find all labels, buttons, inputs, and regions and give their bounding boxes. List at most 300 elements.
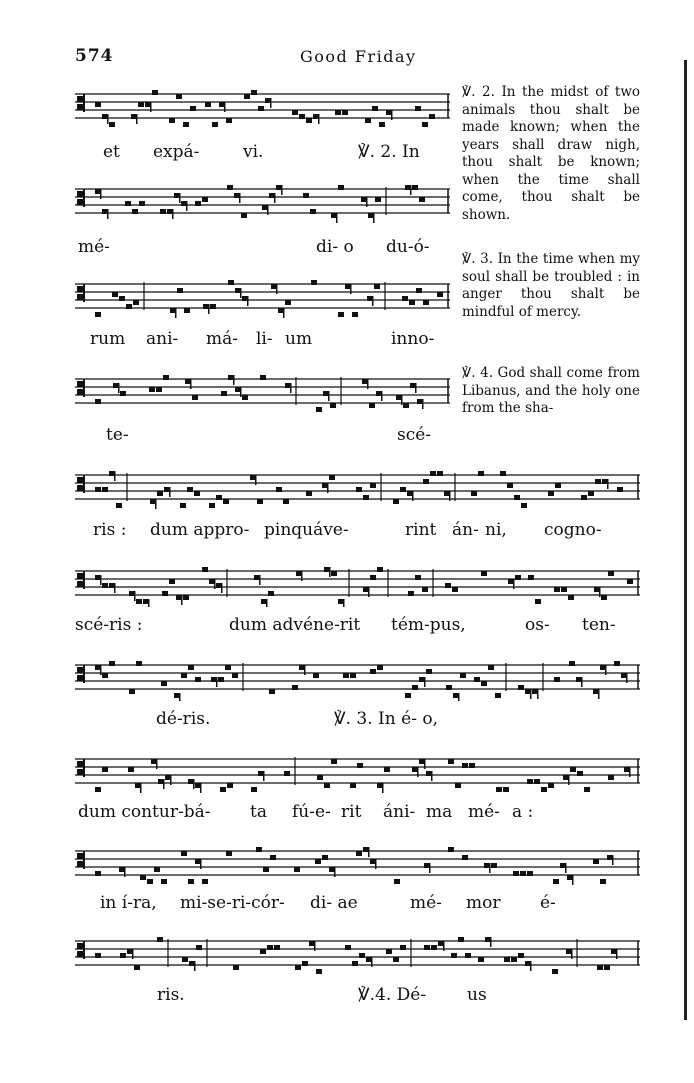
neume-stem xyxy=(290,383,292,393)
neume-note xyxy=(233,965,239,970)
neume-note xyxy=(109,122,115,127)
lyric-syllable: et xyxy=(103,142,120,162)
neume-note xyxy=(187,487,193,492)
neume-note xyxy=(157,491,163,496)
neume-note xyxy=(221,391,227,396)
neume-note xyxy=(445,583,451,588)
clef-mark xyxy=(83,284,85,302)
neume-note xyxy=(377,567,383,572)
neume-note xyxy=(133,300,139,305)
neume-note xyxy=(276,487,282,492)
neume-note xyxy=(437,292,443,297)
neume-note xyxy=(503,787,509,792)
neume-note xyxy=(306,491,312,496)
neume-stem xyxy=(412,491,414,501)
neume-stem xyxy=(240,288,242,298)
neume-note xyxy=(331,571,337,576)
clef-mark xyxy=(77,286,84,292)
neume-note xyxy=(181,673,187,678)
neume-note xyxy=(338,312,344,317)
neume-note xyxy=(256,847,262,852)
neume-note xyxy=(554,587,560,592)
neume-note xyxy=(316,407,322,412)
neume-stem xyxy=(301,571,303,581)
neume-stem xyxy=(382,783,384,793)
clef-mark xyxy=(77,485,84,491)
neume-note xyxy=(227,783,233,788)
neume-stem xyxy=(100,665,102,675)
neume-stem xyxy=(114,583,116,593)
neume-note xyxy=(518,685,524,690)
lyric-syllable: ma xyxy=(426,802,453,822)
neume-note xyxy=(426,669,432,674)
neume-stem xyxy=(417,767,419,777)
neume-note xyxy=(109,661,115,666)
clef-mark xyxy=(77,853,84,859)
neume-stem xyxy=(391,110,393,120)
neume-note xyxy=(527,871,533,876)
neume-note xyxy=(365,118,371,123)
neume-stem xyxy=(114,471,116,481)
lyric-syllable: dum appro- xyxy=(150,520,250,540)
neume-stem xyxy=(224,102,226,112)
neume-stem xyxy=(100,575,102,585)
neume-note xyxy=(384,767,390,772)
neume-note xyxy=(500,471,506,476)
page-edge xyxy=(684,60,687,1020)
neume-note xyxy=(102,767,108,772)
neume-stem xyxy=(136,114,138,124)
neume-note xyxy=(451,953,457,958)
neume-note xyxy=(140,875,146,880)
neume-note xyxy=(528,575,534,580)
neume-note xyxy=(202,879,208,884)
neume-stem xyxy=(489,863,491,873)
neume-note xyxy=(374,284,380,289)
neume-stem xyxy=(371,957,373,967)
lyric-syllable: inno- xyxy=(391,329,435,349)
neume-stem xyxy=(175,308,177,318)
neume-note xyxy=(403,403,409,408)
clef-mark xyxy=(83,571,85,589)
neume-note xyxy=(379,122,385,127)
neume-stem xyxy=(431,771,433,781)
lyric-syllable: in í-ra, xyxy=(100,893,157,913)
neume-note xyxy=(128,767,134,772)
neume-stem xyxy=(368,847,370,857)
staff-9 xyxy=(75,845,640,887)
neume-stem xyxy=(221,583,223,593)
page-number: 574 xyxy=(75,46,114,66)
neume-stem xyxy=(530,961,532,971)
clef-mark xyxy=(83,941,85,959)
lyric-syllable: vi. xyxy=(243,142,264,162)
neume-note xyxy=(306,118,312,123)
neume-stem xyxy=(443,941,445,951)
neume-note xyxy=(226,851,232,856)
neume-note xyxy=(147,879,153,884)
neume-note xyxy=(251,787,257,792)
neume-note xyxy=(437,471,443,476)
neume-note xyxy=(226,118,232,123)
neume-note xyxy=(244,94,250,99)
neume-stem xyxy=(118,383,120,393)
neume-note xyxy=(335,110,341,115)
lyric-syllable: áni- xyxy=(383,802,416,822)
neume-note xyxy=(402,296,408,301)
neume-note xyxy=(465,953,471,958)
neume-stem xyxy=(366,197,368,207)
neume-stem xyxy=(415,383,417,393)
lyric-syllable: é- xyxy=(540,893,556,913)
neume-note xyxy=(156,387,162,392)
clef-mark xyxy=(83,94,85,112)
neume-stem xyxy=(194,961,196,971)
lyric-syllable: rum xyxy=(90,329,126,349)
neume-stem xyxy=(216,677,218,687)
lyric-syllable: ℣. 2. In xyxy=(358,142,420,162)
neume-note xyxy=(514,495,520,500)
neume-note xyxy=(400,487,406,492)
clef-mark xyxy=(83,189,85,207)
lyric-syllable: ℣.4. Dé- xyxy=(358,985,427,1005)
neume-stem xyxy=(318,114,320,124)
neume-stem xyxy=(169,487,171,497)
neume-note xyxy=(190,106,196,111)
neume-stem xyxy=(599,587,601,597)
neume-note xyxy=(210,304,216,309)
neume-note xyxy=(283,499,289,504)
lyric-syllable: pinquáve- xyxy=(264,520,349,540)
neume-note xyxy=(268,591,274,596)
neume-stem xyxy=(276,284,278,294)
neume-stem xyxy=(568,775,570,785)
lyric-syllable: rint xyxy=(405,520,437,540)
lyric-syllable: scé-ris : xyxy=(75,615,143,635)
neume-stem xyxy=(401,395,403,405)
neume-note xyxy=(386,949,392,954)
neume-stem xyxy=(334,867,336,877)
neume-note xyxy=(129,689,135,694)
lyric-syllable: di- ae xyxy=(310,893,358,913)
neume-note xyxy=(202,567,208,572)
neume-stem xyxy=(240,387,242,397)
neume-stem xyxy=(429,863,431,873)
neume-note xyxy=(95,399,101,404)
neume-stem xyxy=(424,677,426,687)
neume-stem xyxy=(155,499,157,509)
lyric-syllable: a : xyxy=(512,802,534,822)
neume-note xyxy=(95,487,101,492)
neume-note xyxy=(152,90,158,95)
neume-note xyxy=(515,575,521,580)
neume-note xyxy=(163,375,169,380)
neume-note xyxy=(534,779,540,784)
neume-note xyxy=(415,575,421,580)
neume-note xyxy=(424,945,430,950)
neume-stem xyxy=(368,587,370,597)
neume-stem xyxy=(281,185,283,195)
neume-stem xyxy=(513,579,515,589)
neume-note xyxy=(350,673,356,678)
neume-note xyxy=(102,487,108,492)
neume-note xyxy=(423,300,429,305)
neume-note xyxy=(183,595,189,600)
clef-mark xyxy=(77,199,84,205)
neume-note xyxy=(511,957,517,962)
neume-stem xyxy=(458,693,460,701)
neume-stem xyxy=(150,102,152,112)
neume-note xyxy=(149,387,155,392)
neume-stem xyxy=(530,689,532,699)
neume-note xyxy=(116,503,122,508)
neume-note xyxy=(258,106,264,111)
neume-note xyxy=(394,879,400,884)
neume-note xyxy=(595,479,601,484)
neume-note xyxy=(120,391,126,396)
neume-note xyxy=(183,122,189,127)
neume-note xyxy=(431,945,437,950)
neume-note xyxy=(412,185,418,190)
lyric-syllable: ℣. 3. In é- o, xyxy=(334,709,438,729)
neume-note xyxy=(356,487,362,492)
lyric-syllable: expá- xyxy=(153,142,200,162)
lyric-syllable: te- xyxy=(106,425,129,445)
neume-note xyxy=(194,491,200,496)
neume-note xyxy=(95,871,101,876)
neume-note xyxy=(136,661,142,666)
neume-note xyxy=(370,483,376,488)
neume-note xyxy=(604,965,610,970)
neume-note xyxy=(220,787,226,792)
neume-stem xyxy=(598,689,600,699)
neume-note xyxy=(448,847,454,852)
neume-stem xyxy=(124,867,126,877)
lyric-syllable: di- o xyxy=(316,237,354,257)
neume-note xyxy=(460,673,466,678)
neume-note xyxy=(126,304,132,309)
neume-note xyxy=(95,953,101,958)
neume-note xyxy=(188,879,194,884)
neume-note xyxy=(608,775,614,780)
neume-note xyxy=(507,483,513,488)
neume-note xyxy=(400,945,406,950)
neume-note xyxy=(225,665,231,670)
neume-note xyxy=(555,483,561,488)
neume-note xyxy=(345,945,351,950)
neume-note xyxy=(260,375,266,380)
neume-stem xyxy=(208,304,210,314)
neume-note xyxy=(614,661,620,666)
lyric-syllable: ten- xyxy=(582,615,616,635)
neume-note xyxy=(548,491,554,496)
neume-note xyxy=(430,471,436,476)
neume-stem xyxy=(350,284,352,294)
lyric-syllable: scé- xyxy=(397,425,432,445)
neume-note xyxy=(263,867,269,872)
clef-mark xyxy=(83,851,85,869)
neume-stem xyxy=(179,193,181,203)
staff-5 xyxy=(75,469,640,511)
neume-stem xyxy=(172,209,174,219)
neume-note xyxy=(593,859,599,864)
lyric-syllable: dé-ris. xyxy=(156,709,211,729)
clef-mark xyxy=(77,294,84,300)
neume-note xyxy=(95,102,101,107)
neume-stem xyxy=(343,599,345,607)
neume-stem xyxy=(255,475,257,485)
neume-note xyxy=(120,953,126,958)
neume-stem xyxy=(449,491,451,501)
neume-note xyxy=(423,479,429,484)
translation-verse-3: ℣. 3. In the time when my soul shall be troubled : in anger thou shalt be mindful of mercy. xyxy=(462,251,640,320)
neume-note xyxy=(195,677,201,682)
lyric-syllable: tém-pus, xyxy=(391,615,466,635)
neume-stem xyxy=(247,296,249,306)
neume-stem xyxy=(132,949,134,959)
neume-note xyxy=(419,197,425,202)
neume-note xyxy=(95,312,101,317)
neume-stem xyxy=(107,209,109,219)
neume-note xyxy=(342,110,348,115)
neume-stem xyxy=(190,379,192,389)
neume-note xyxy=(216,495,222,500)
translation-verse-4: ℣. 4. God shall come from Libanus, and the holy one from the sha- xyxy=(462,365,640,416)
neume-note xyxy=(134,965,140,970)
neume-note xyxy=(350,783,356,788)
neume-note xyxy=(313,673,319,678)
clef-mark xyxy=(77,381,84,387)
neume-note xyxy=(496,787,502,792)
neume-stem xyxy=(134,591,136,601)
neume-note xyxy=(241,213,247,218)
neume-note xyxy=(299,114,305,119)
lyric-syllable: ani- xyxy=(146,329,179,349)
neume-note xyxy=(478,957,484,962)
neume-note xyxy=(422,122,428,127)
neume-note xyxy=(608,571,614,576)
neume-note xyxy=(195,201,201,206)
neume-note xyxy=(292,685,298,690)
neume-note xyxy=(202,197,208,202)
neume-note xyxy=(372,106,378,111)
neume-note xyxy=(601,595,607,600)
lyric-syllable: cogno- xyxy=(544,520,602,540)
neume-note xyxy=(212,122,218,127)
neume-note xyxy=(448,759,454,764)
lyric-syllable: li- xyxy=(256,329,273,349)
neume-note xyxy=(251,90,257,95)
neume-note xyxy=(359,953,365,958)
neume-note xyxy=(242,395,248,400)
lyric-syllable: án- xyxy=(452,520,479,540)
neume-note xyxy=(541,787,547,792)
neume-stem xyxy=(267,205,269,215)
neume-note xyxy=(315,859,321,864)
neume-note xyxy=(481,571,487,576)
neume-note xyxy=(303,193,309,198)
neume-note xyxy=(491,863,497,868)
lyric-syllable: dum advéne-rit xyxy=(229,615,361,635)
neume-stem xyxy=(148,599,150,607)
neume-note xyxy=(209,503,215,508)
neume-note xyxy=(125,201,131,206)
neume-note xyxy=(284,771,290,776)
neume-note xyxy=(139,201,145,206)
neume-stem xyxy=(193,779,195,789)
clef-mark xyxy=(77,761,84,767)
neume-stem xyxy=(283,308,285,318)
staff-10 xyxy=(75,935,640,977)
neume-note xyxy=(488,665,494,670)
neume-note xyxy=(317,775,323,780)
staff-7 xyxy=(75,659,640,701)
neume-note xyxy=(377,665,383,670)
neume-note xyxy=(132,209,138,214)
neume-note xyxy=(363,495,369,500)
neume-note xyxy=(527,779,533,784)
neume-note xyxy=(311,280,317,285)
neume-stem xyxy=(572,875,574,885)
neume-note xyxy=(102,673,108,678)
neume-stem xyxy=(170,775,172,785)
staff-4 xyxy=(75,373,450,415)
neume-stem xyxy=(336,213,338,223)
neume-stem xyxy=(571,949,573,959)
translation-verse-2: ℣. 2. In the midst of two animals thou shalt be made known; when the years shall draw nigh, thou shalt be known; when the time shall come, thou shalt be shown. xyxy=(462,84,640,223)
neume-stem xyxy=(367,379,369,389)
neume-note xyxy=(295,965,301,970)
neume-note xyxy=(227,185,233,190)
neume-note xyxy=(462,763,468,768)
neume-note xyxy=(184,308,190,313)
neume-note xyxy=(196,945,202,950)
neume-stem xyxy=(163,779,165,789)
neume-note xyxy=(409,300,415,305)
lyric-syllable: fú-e- xyxy=(292,802,331,822)
neume-stem xyxy=(239,193,241,203)
neume-note xyxy=(627,579,633,584)
neume-note xyxy=(338,185,344,190)
neume-stem xyxy=(233,375,235,385)
neume-note xyxy=(331,759,337,764)
neume-note xyxy=(112,292,118,297)
neume-note xyxy=(412,685,418,690)
neume-stem xyxy=(605,665,607,675)
neume-note xyxy=(554,677,560,682)
neume-note xyxy=(393,957,399,962)
neume-stem xyxy=(328,391,330,401)
neume-note xyxy=(600,879,606,884)
neume-note xyxy=(161,879,167,884)
neume-stem xyxy=(263,771,265,781)
neume-stem xyxy=(372,296,374,306)
neume-note xyxy=(274,945,280,950)
neume-stem xyxy=(270,98,272,108)
lyric-syllable: ta xyxy=(250,802,267,822)
neume-note xyxy=(458,937,464,942)
neume-note xyxy=(429,114,435,119)
neume-stem xyxy=(381,391,383,401)
neume-note xyxy=(569,661,575,666)
lyric-syllable: rit xyxy=(341,802,362,822)
clef-mark xyxy=(77,667,84,673)
neume-stem xyxy=(375,859,377,869)
staff-2 xyxy=(75,183,450,225)
lyric-syllable: dum contur-bá- xyxy=(78,802,211,822)
neume-note xyxy=(617,487,623,492)
lyric-syllable: ni, xyxy=(485,520,507,540)
